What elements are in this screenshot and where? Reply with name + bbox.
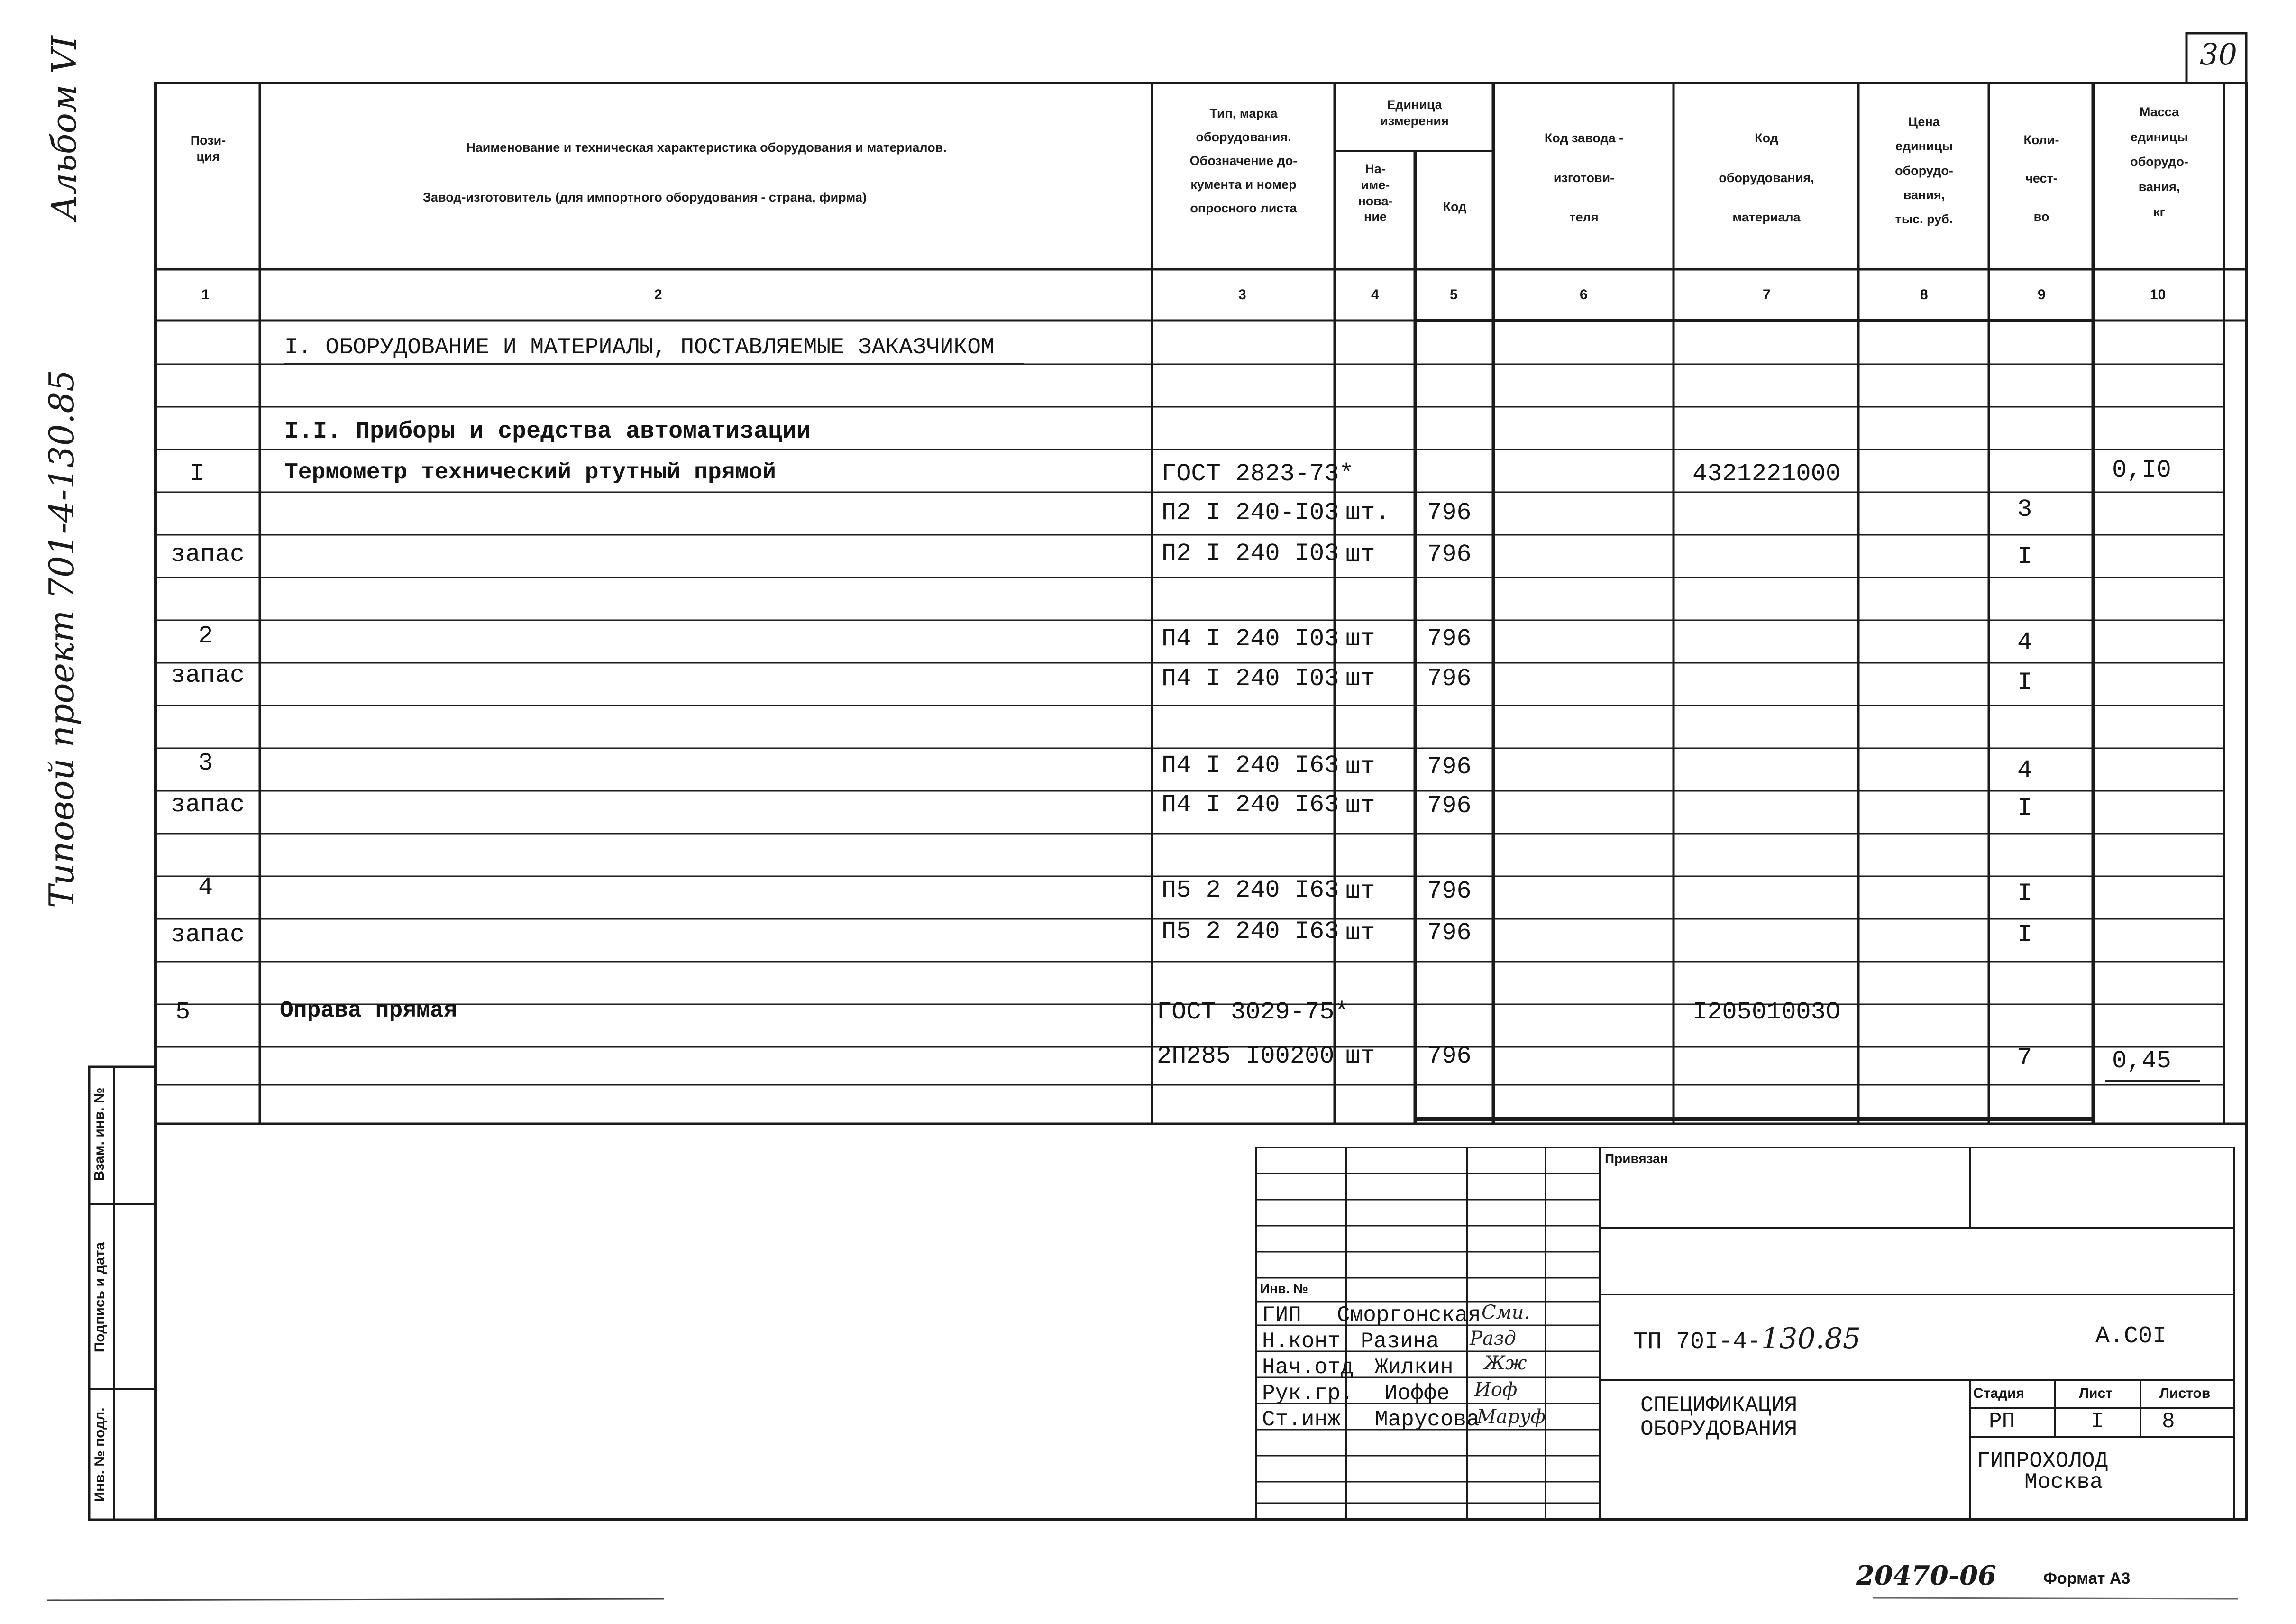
row-type: 2П285 I00200: [1157, 1042, 1335, 1070]
header-manufacturer-code: Код завода - изготови- теля: [1544, 131, 1624, 225]
row-position: 3: [198, 749, 213, 777]
row-position: запас: [171, 661, 245, 689]
row-unit: шт: [1345, 665, 1375, 693]
row-unit-code: 796: [1427, 1042, 1472, 1070]
header-unit-code: Код: [1443, 200, 1467, 214]
row-unit-code: 796: [1427, 665, 1472, 693]
sheets-value: 8: [2162, 1409, 2175, 1434]
row-unit-code: 796: [1427, 919, 1472, 947]
sheets-label: Листов: [2159, 1385, 2211, 1401]
row-equipment-code: 4321221000: [1692, 460, 1841, 488]
row-quantity: I: [2017, 794, 2032, 822]
row-quantity: 7: [2017, 1044, 2032, 1072]
staff-name: Сморгонская: [1337, 1303, 1481, 1328]
row-unit-code: 796: [1427, 541, 1472, 569]
row-position: запас: [171, 791, 245, 819]
header-quantity: Коли- чест- во: [2023, 133, 2059, 224]
header-equipment-code: Код оборудования, материала: [1719, 131, 1814, 225]
row-name: Оправа прямая: [280, 998, 457, 1024]
header-unit: Единица измерения: [1380, 98, 1449, 128]
sheet-label: Лист: [2079, 1385, 2113, 1401]
column-number: 7: [1763, 287, 1771, 303]
row-quantity: 4: [2017, 756, 2032, 784]
row-type: П4 I 240 I63: [1162, 752, 1339, 780]
privyazan-label: Привязан: [1605, 1151, 1668, 1166]
staff-name: Иоффе: [1384, 1381, 1450, 1406]
stamp-replacement-inventory: Взам. инв. №: [91, 1087, 107, 1181]
row-unit: шт: [1345, 541, 1375, 569]
doc-code-prefix: ТП 70I-4-: [1633, 1329, 1762, 1356]
stage-label: Стадия: [1973, 1385, 2025, 1401]
header-name-line1: Наименование и техническая характеристика оборудования и материалов.: [466, 140, 947, 155]
staff-name: Марусова: [1375, 1407, 1480, 1432]
row-type: П4 I 240 I03: [1162, 625, 1339, 653]
row-unit-code: 796: [1427, 625, 1472, 653]
row-type: ГОСТ 2823-73*: [1162, 460, 1354, 488]
row-position: 4: [198, 873, 213, 901]
header-mass: Масса единицы оборудо- вания, кг: [2130, 105, 2188, 219]
row-unit-code: 796: [1427, 877, 1472, 905]
header-price: Цена единицы оборудо- вания, тыс. руб.: [1895, 115, 1953, 227]
mass-underline: [2105, 1080, 2200, 1082]
row-unit: шт: [1345, 1042, 1375, 1070]
sheet-number: 30: [2200, 37, 2237, 72]
row-unit: шт: [1345, 919, 1375, 947]
row-equipment-code: I20501003О: [1692, 998, 1841, 1026]
row-mass: 0,45: [2112, 1047, 2171, 1075]
staff-role: Н.конт: [1262, 1329, 1341, 1354]
row-type: П5 2 240 I63: [1162, 876, 1339, 904]
organization-name: ГИПРОХОЛОД: [1977, 1449, 2108, 1473]
row-position: I: [190, 460, 205, 488]
column-number: 8: [1920, 287, 1928, 303]
staff-name: Разина: [1361, 1329, 1439, 1354]
header-position: Пози- ция: [190, 133, 226, 164]
document-title-line2: ОБОРУДОВАНИЯ: [1640, 1417, 1798, 1441]
document-title-line1: СПЕЦИФИКАЦИЯ: [1640, 1393, 1798, 1418]
row-quantity: I: [2017, 921, 2032, 949]
row-name: Термометр технический ртутный прямой: [284, 460, 776, 486]
column-number: 4: [1371, 287, 1379, 303]
staff-signature: Маруф: [1477, 1406, 1546, 1428]
row-unit: шт.: [1345, 499, 1390, 527]
row-type: ГОСТ 3029-75*: [1157, 998, 1349, 1026]
row-quantity: 3: [2017, 495, 2032, 523]
row-unit: шт: [1345, 877, 1375, 905]
row-type: П4 I 240 I63: [1162, 791, 1339, 819]
row-unit-code: 796: [1427, 499, 1472, 527]
staff-signature: Сми.: [1482, 1302, 1530, 1323]
staff-role: Нач.отд: [1262, 1355, 1354, 1380]
staff-signature: Иоф: [1474, 1379, 1518, 1401]
row-mass: 0,I0: [2112, 456, 2171, 484]
column-number: 2: [654, 287, 662, 303]
row-quantity: I: [2017, 669, 2032, 697]
section-heading-underline: [284, 363, 1024, 365]
doc-code-hand: 130.85: [1761, 1322, 1861, 1355]
inventory-number: 20470-06: [1856, 1560, 1996, 1591]
subsection-heading: I.I. Приборы и средства автоматизации: [284, 418, 811, 445]
staff-role: Ст.инж: [1262, 1407, 1341, 1432]
document-code: [1633, 1322, 1861, 1356]
row-unit: шт: [1345, 625, 1375, 653]
row-type: П5 2 240 I63: [1162, 918, 1339, 945]
organization-city: Москва: [2024, 1470, 2103, 1495]
side-project-title: Типовой проект 701-4-130.85: [42, 369, 82, 908]
section-heading: I. ОБОРУДОВАНИЕ И МАТЕРИАЛЫ, ПОСТАВЛЯЕМЫЕ ЗАКАЗЧИКОМ: [284, 335, 995, 360]
staff-name: Жилкин: [1375, 1355, 1454, 1380]
row-position: запас: [171, 541, 245, 569]
stamp-signature-date: Подпись и дата: [92, 1242, 108, 1353]
row-type: П2 I 240 I03: [1162, 540, 1339, 568]
header-unit-name: На- име- нова- ние: [1358, 162, 1393, 224]
staff-role: Рук.гр.: [1262, 1381, 1354, 1406]
header-type: Тип, марка оборудования. Обозначение до- кумента и номер опросного листа: [1189, 106, 1298, 215]
sheet-code: А.С0I: [2095, 1323, 2167, 1350]
column-number: 3: [1238, 287, 1246, 303]
staff-role: ГИП: [1262, 1303, 1301, 1328]
stamp-original-inventory: Инв. № подл.: [92, 1407, 108, 1502]
column-number: 10: [2150, 287, 2166, 303]
staff-signature: Жж: [1484, 1352, 1527, 1374]
format-label: Формат А3: [2043, 1569, 2131, 1587]
row-unit: шт: [1345, 792, 1375, 820]
row-unit-code: 796: [1427, 753, 1472, 781]
row-quantity: I: [2017, 543, 2032, 571]
inventory-label: Инв. №: [1260, 1281, 1308, 1296]
row-position: 5: [175, 998, 191, 1026]
column-number: 1: [201, 287, 210, 303]
row-position: 2: [198, 622, 213, 650]
column-number: 5: [1450, 287, 1458, 303]
sheet-value: I: [2091, 1409, 2104, 1434]
header-name-line2: Завод-изготовитель (для импортного оборудования - страна, фирма): [423, 190, 867, 204]
row-type: П2 I 240-I03: [1162, 499, 1339, 527]
row-unit: шт: [1345, 753, 1375, 781]
row-position: запас: [171, 921, 245, 949]
staff-signature: Разд: [1470, 1328, 1516, 1349]
row-quantity: 4: [2017, 628, 2032, 656]
row-type: П4 I 240 I03: [1162, 665, 1339, 693]
row-quantity: I: [2017, 880, 2032, 908]
row-unit-code: 796: [1427, 792, 1472, 820]
column-number: 6: [1580, 287, 1588, 303]
stage-value: РП: [1989, 1409, 2015, 1434]
side-album-title: Альбом VI: [44, 36, 84, 220]
column-number: 9: [2038, 287, 2046, 303]
